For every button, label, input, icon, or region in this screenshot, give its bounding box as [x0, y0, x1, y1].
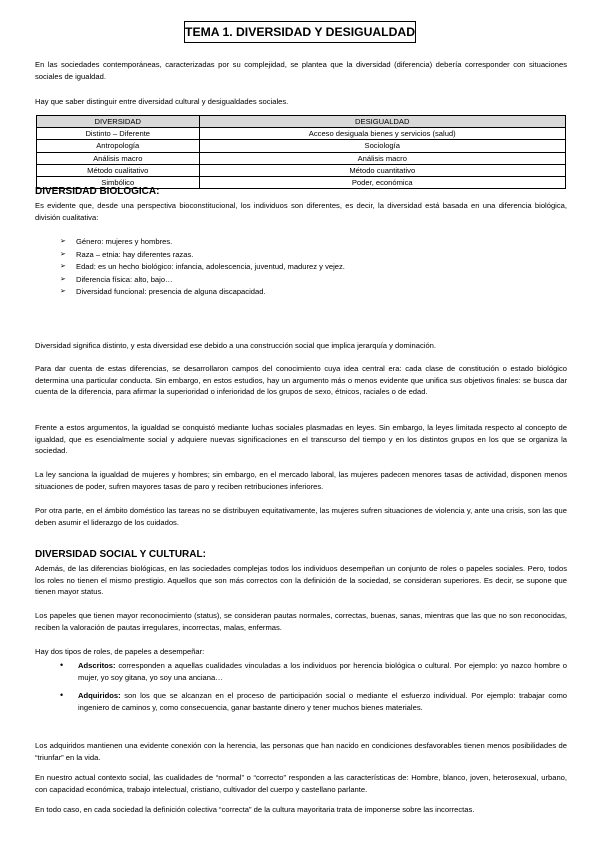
table-header: DESIGUALDAD: [199, 116, 566, 128]
table-cell: Poder, económica: [199, 176, 566, 188]
body-paragraph: Por otra parte, en el ámbito doméstico las tareas no se distribuyen equitativamente, las mujeres sufren situaciones de violencia y, ante una crisis, son las que deben asumir el liderazgo de los cuidados.: [35, 506, 567, 527]
table-row: [37, 140, 566, 152]
table-cell: Método cuantitativo: [199, 164, 566, 176]
body-paragraph: Además, de las diferencias biológicas, en las sociedades complejas todos los individuos desempeñan un conjunto de roles o papeles sociales. Pero, todos los roles no tienen el mismo prestigio. Aquellos que son más correctos con la definición de la sociedad, se consideran superiores. Es decir, se supone que tienen mayor status.: [35, 564, 567, 597]
table-cell: Antropología: [37, 140, 200, 152]
intro-paragraph: Hay que saber distinguir entre diversidad cultural y desigualdades sociales.: [35, 97, 289, 106]
page-title: TEMA 1. DIVERSIDAD Y DESIGUALDAD: [184, 21, 416, 43]
table-header: DIVERSIDAD: [37, 116, 200, 128]
body-paragraph: La ley sanciona la igualdad de mujeres y hombres; sin embargo, en el mercado laboral, las mujeres padecen menores tasas de actividad, disponen menos situaciones de poder, sufren mayores tasas de paro y reciben retribuciones inferiores.: [35, 470, 567, 491]
body-paragraph: En todo caso, en cada sociedad la definición colectiva “correcta” de la cultura mayoritaria trata de imponerse sobre las incorrectas.: [35, 805, 475, 814]
body-paragraph: Los adquiridos mantienen una evidente conexión con la herencia, las personas que han nacido en condiciones desfavorables tienen menos posibilidades de “triunfar” en la vida.: [35, 741, 567, 762]
arrow-bullet-icon: ➢: [60, 238, 66, 245]
table-row: [37, 164, 566, 176]
body-paragraph: Es evidente que, desde una perspectiva bioconstitucional, los individuos son diferentes, es decir, la diversidad está basada en una diferencia biológica, división cualitativa:: [35, 201, 567, 222]
body-paragraph: En nuestro actual contexto social, las cualidades de “normal” o “correcto” responden a las características de: Hombre, blanco, joven, heterosexual, urbano, con capacidad económica, trabajo intelectual, cristiano, cultivador del cuerpo y castellano parlante.: [35, 773, 567, 794]
section-heading: DIVERSIDAD BIOLOGICA:: [35, 186, 160, 197]
list-item: • Adscritos: corresponden a aquellas cualidades vinculadas a los individuos por herencia biológica o cultural. Por ejemplo: yo nazco hombre o mujer, yo soy gitana, yo soy una anciana…: [60, 660, 567, 682]
table-cell: Método cualitativo: [37, 164, 200, 176]
table-cell: Simbólico: [37, 176, 200, 188]
body-paragraph: Diversidad significa distinto, y esta diversidad ese debido a una construcción social que implica jerarquía y dominación.: [35, 341, 436, 350]
intro-paragraph: En las sociedades contemporáneas, caracterizadas por su complejidad, se plantea que la diversidad (diferencia) debería corresponder con situaciones sociales de igualdad.: [35, 60, 567, 81]
bullet-list: [60, 236, 560, 299]
arrow-bullet-icon: ➢: [60, 288, 66, 296]
list-item: ➢ Raza – etnia: hay diferentes razas.: [60, 249, 560, 262]
list-item: ➢ Edad: es un hecho biológico: infancia, adolescencia, juventud, madurez y vejez.: [60, 261, 560, 274]
bullet-dot-icon: •: [60, 690, 64, 701]
list-item: • Adquiridos: son los que se alcanzan en el proceso de participación social o mediante el esfuerzo individual. Por ejemplo: trabajar como ingeniero de caminos y, como consecuencia, ganar bastante dinero y tener muchos bienes materiales.: [60, 690, 567, 712]
body-paragraph: Hay dos tipos de roles, de papeles a desempeñar:: [35, 647, 205, 656]
arrow-bullet-icon: ➢: [60, 263, 66, 271]
arrow-bullet-icon: ➢: [60, 250, 66, 258]
list-item: ➢ Género: mujeres y hombres.: [60, 236, 560, 249]
table-row: [37, 152, 566, 164]
table-cell: Sociología: [199, 140, 566, 152]
table-cell: Acceso desiguala bienes y servicios (salud): [199, 128, 566, 140]
arrow-bullet-icon: ➢: [60, 275, 66, 283]
table-cell: Análisis macro: [199, 152, 566, 164]
bullet-dot-icon: •: [60, 660, 64, 670]
table-row: [37, 128, 566, 140]
body-paragraph: Los papeles que tienen mayor reconocimiento (status), se consideran pautas normales, correctas, buenas, sanas, mientras que las que no son reconocidas, reciben la valoración de pautas irregulares, incorrectas, malas, enfermas.: [35, 611, 567, 632]
list-item: ➢ Diferencia física: alto, bajo…: [60, 274, 560, 287]
table-cell: Distinto – Diferente: [37, 128, 200, 140]
body-paragraph: Para dar cuenta de estas diferencias, se desarrollaron campos del conocimiento cuya idea central era: cada clase de constitución o estado biológico determina una particular conducta. Sin embargo, en estos estudios, hay un argumento más o menos evidente que unifica sus objetivos finales: se busca dar cuenta de la diferencia, para afirmar la superioridad o inferioridad de los grupos de sexo, étnicos, raciales o de edad.: [35, 364, 567, 397]
body-paragraph: Frente a estos argumentos, la igualdad se conquistó mediante luchas sociales plasmadas en leyes. Sin embargo, la leyes limitada respecto al concepto de igualdad, que es esencialmente social y adquiere nuevas significaciones en el transcurso del tiempo y en los distintos grupos en los que se organiza la sociedad.: [35, 423, 567, 456]
list-item: ➢ Diversidad funcional: presencia de alguna discapacidad.: [60, 286, 560, 299]
section-heading: DIVERSIDAD SOCIAL Y CULTURAL:: [35, 549, 206, 560]
roles-list: [60, 660, 567, 720]
comparison-table: [36, 115, 566, 189]
table-cell: Análisis macro: [37, 152, 200, 164]
